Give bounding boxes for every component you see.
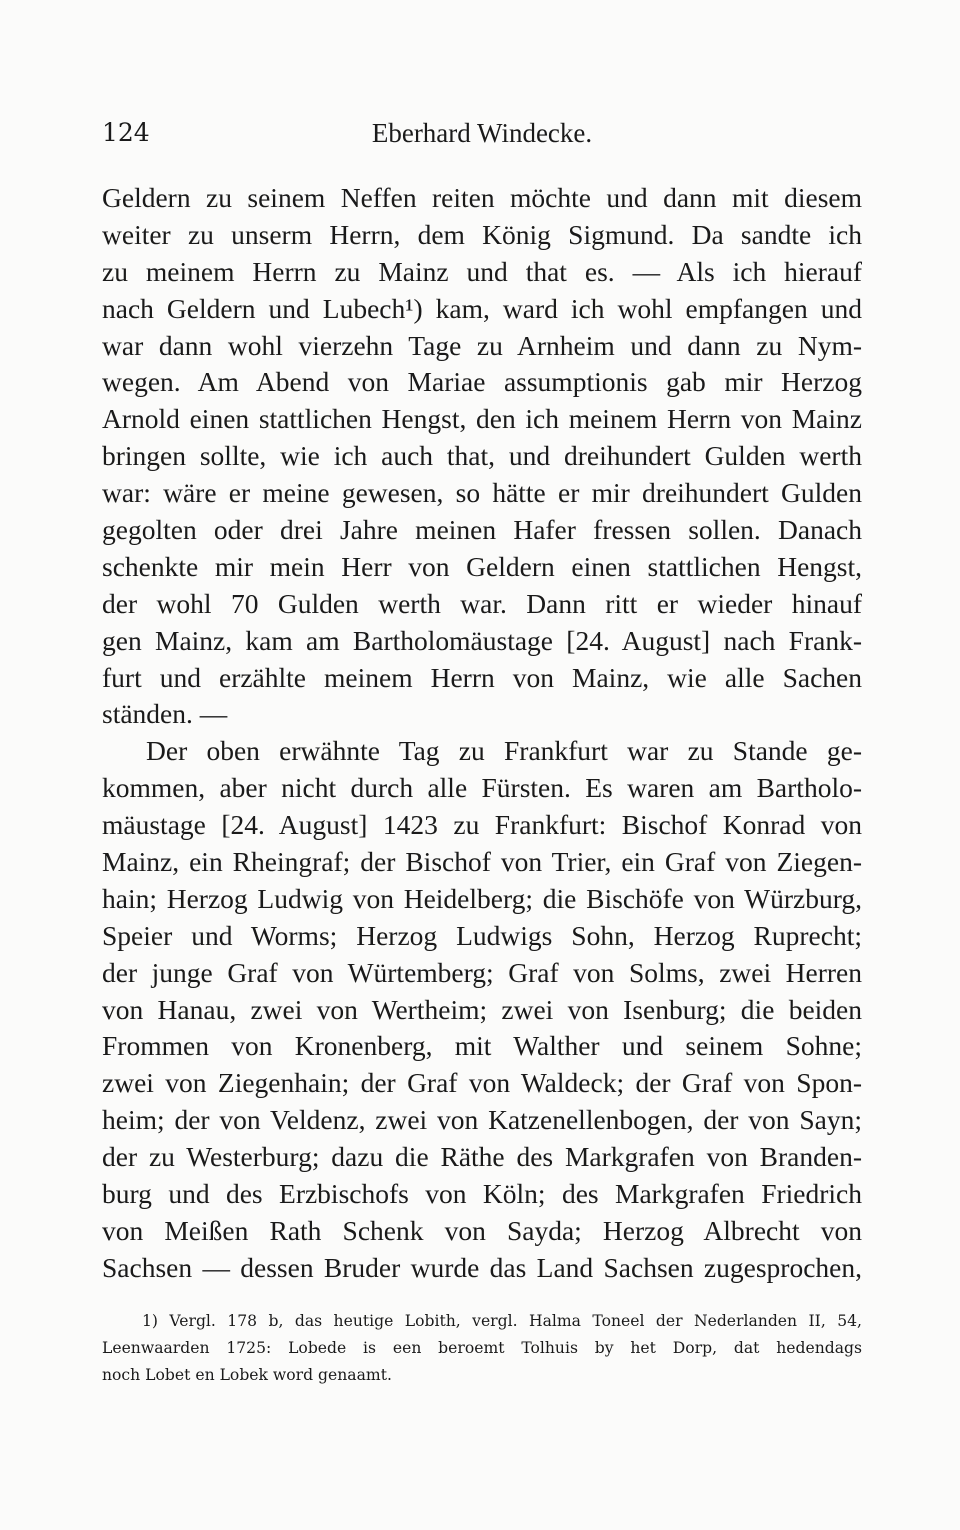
text-line: von Hanau, zwei von Wertheim; zwei von Isenburg; die beiden	[102, 993, 862, 1025]
text-line: schenkte mir mein Herr von Geldern einen stattlichen Hengst,	[102, 550, 862, 582]
text-line: Mainz, ein Rheingraf; der Bischof von Trier, ein Graf von Ziegen-	[102, 846, 862, 878]
body-text	[102, 180, 862, 1287]
text-line: wegen. Am Abend von Mariae assumptionis gab mir Herzog	[102, 366, 862, 398]
text-line: bringen sollte, wie ich auch that, und dreihundert Gulden werth	[102, 440, 862, 472]
text-line: hain; Herzog Ludwig von Heidelberg; die Bischöfe von Würzburg,	[102, 882, 862, 914]
footnote-line: Leenwaarden 1725: Lobede is een beroemt Tolhuis by het Dorp, dat hedendags	[102, 1339, 862, 1357]
text-line: der zu Westerburg; dazu die Räthe des Markgrafen von Branden-	[102, 1141, 862, 1173]
running-title: Eberhard Windecke.	[371, 118, 593, 148]
text-line: heim; der von Veldenz, zwei von Katzenellenbogen, der von Sayn;	[102, 1104, 862, 1136]
text-line: zu meinem Herrn zu Mainz und that es. — Als ich hierauf	[102, 255, 862, 287]
footnote-line: noch Lobet en Lobek word genaamt.	[102, 1366, 392, 1384]
text-line: burg und des Erzbischofs von Köln; des Markgrafen Friedrich	[102, 1178, 862, 1210]
text-line: furt und erzählte meinem Herrn von Mainz, wie alle Sachen	[102, 661, 862, 693]
text-line: zwei von Ziegenhain; der Graf von Waldeck; der Graf von Spon-	[102, 1067, 862, 1099]
text-line: der junge Graf von Würtemberg; Graf von Solms, zwei Herren	[102, 956, 862, 988]
text-line: Der oben erwähnte Tag zu Frankfurt war zu Stande ge-	[146, 735, 862, 767]
text-line: war dann wohl vierzehn Tage zu Arnheim und dann zu Nym-	[102, 329, 862, 361]
text-line: Speier und Worms; Herzog Ludwigs Sohn, Herzog Ruprecht;	[102, 919, 862, 951]
text-line: Geldern zu seinem Neffen reiten möchte und dann mit diesem	[102, 182, 862, 213]
text-line: kommen, aber nicht durch alle Fürsten. Es waren am Bartholo-	[102, 772, 862, 804]
page-number: 124	[102, 118, 150, 147]
text-line: Frommen von Kronenberg, mit Walther und seinem Sohne;	[102, 1030, 862, 1062]
text-line: nach Geldern und Lubech¹) kam, ward ich wohl empfangen und	[102, 292, 862, 324]
text-line: war: wäre er meine gewesen, so hätte er mir dreihundert Gulden	[102, 477, 862, 509]
text-line: von Meißen Rath Schenk von Sayda; Herzog Albrecht von	[102, 1214, 862, 1246]
footnote-line: 1) Vergl. 178 b, das heutige Lobith, vergl. Halma Toneel der Nederlanden II, 54,	[142, 1312, 862, 1330]
text-line: Arnold einen stattlichen Hengst, den ich meinem Herrn von Mainz	[102, 403, 862, 435]
text-line: gegolten oder drei Jahre meinen Hafer fressen sollen. Danach	[102, 514, 862, 546]
text-line: der wohl 70 Gulden werth war. Dann ritt er wieder hinauf	[102, 587, 862, 619]
page-header	[102, 118, 862, 158]
text-line: mäustage [24. August] 1423 zu Frankfurt: Bischof Konrad von	[102, 809, 862, 841]
text-line: Sachsen — dessen Bruder wurde das Land Sachsen zugesprochen,	[102, 1251, 862, 1283]
text-line: weiter zu unserm Herrn, dem König Sigmund. Da sandte ich	[102, 218, 862, 250]
text-line: ständen. —	[102, 698, 228, 730]
footnotes	[102, 1308, 862, 1389]
text-line: gen Mainz, kam am Bartholomäustage [24. August] nach Frank-	[102, 624, 862, 656]
